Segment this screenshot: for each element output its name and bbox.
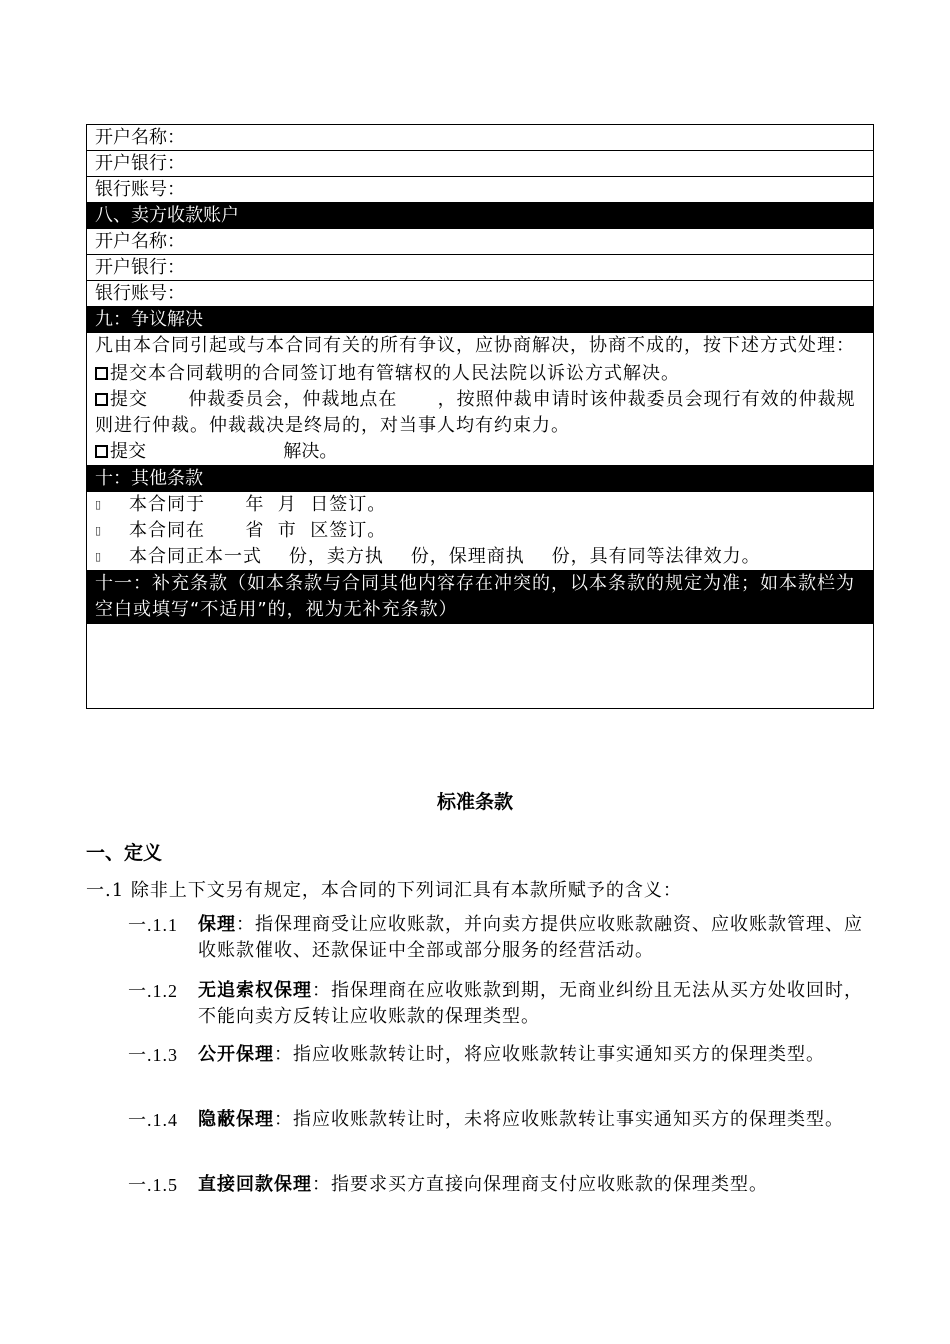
option-court-label: 提交本合同载明的合同签订地有管辖权的人民法院以诉讼方式解决。 <box>110 363 680 384</box>
definition-item <box>128 912 868 964</box>
item-number: 一.1.3 <box>128 1045 178 1065</box>
section-8-header <box>87 203 873 229</box>
list-item <box>95 518 865 544</box>
item-term: 无追索权保理 <box>198 980 312 1001</box>
item-text <box>198 978 868 1030</box>
field-label: 银行账号： <box>95 283 185 304</box>
field-label: 银行账号： <box>95 179 185 200</box>
definitions-intro: 一.1 除非上下文另有规定，本合同的下列词汇具有本款所赋予的含义： <box>86 880 682 901</box>
option-arbitration-checkbox[interactable] <box>95 387 865 439</box>
buyer-account-number-row <box>87 177 873 203</box>
item-number: 一.1.5 <box>128 1175 178 1195</box>
seller-account-number-row <box>87 281 873 307</box>
list-item-text: 本合同正本一式 份，卖方执 份，保理商执 份，具有同等法律效力。 <box>129 546 761 567</box>
item-text <box>198 1107 868 1133</box>
option-arbitration-label: 提交 仲裁委员会，仲裁地点在 ，按照仲裁申请时该仲裁委员会现行有效的仲裁规则进行仲裁。仲裁裁决是终局的，对当事人均有约束力。 <box>95 389 856 436</box>
list-item <box>95 492 865 518</box>
item-text <box>198 912 868 964</box>
bullet-icon: ▯ <box>95 498 103 511</box>
seller-account-name-row <box>87 229 873 255</box>
item-number: 一.1.2 <box>128 981 178 1001</box>
other-terms-cell <box>87 492 873 571</box>
definition-item <box>128 1172 868 1198</box>
option-other-label: 提交 解决。 <box>110 441 338 462</box>
bullet-icon: ▯ <box>95 524 103 537</box>
item-definition: ：指保理商受让应收账款，并向卖方提供应收账款融资、应收账款管理、应收账款催收、还款保证中全部或部分服务的经营活动。 <box>198 914 863 961</box>
seller-account-bank-row <box>87 255 873 281</box>
item-definition: ：指应收账款转让时，未将应收账款转让事实通知买方的保理类型。 <box>274 1109 844 1130</box>
dispute-intro: 凡由本合同引起或与本合同有关的所有争议，应协商解决，协商不成的，按下述方式处理： <box>95 335 855 356</box>
section-1-title: 一、定义 <box>86 842 163 864</box>
contract-table <box>86 124 874 709</box>
definition-item <box>128 1042 868 1068</box>
section-title: 九：争议解决 <box>95 309 203 330</box>
standard-terms-title: 标准条款 <box>436 791 513 813</box>
section-9-header <box>87 307 873 333</box>
section-title: 十：其他条款 <box>95 468 203 489</box>
definition-item <box>128 1107 868 1133</box>
field-label: 开户名称： <box>95 231 185 252</box>
dispute-resolution-cell <box>87 333 873 466</box>
buyer-account-bank-row <box>87 151 873 177</box>
item-definition: ：指要求买方直接向保理商支付应收账款的保理类型。 <box>312 1174 768 1195</box>
list-item <box>95 544 865 570</box>
field-label: 开户银行： <box>95 257 185 278</box>
list-item-text: 本合同于 年 月 日签订。 <box>129 494 387 515</box>
item-number: 一.1.4 <box>128 1110 178 1130</box>
bullet-icon: ▯ <box>95 550 103 563</box>
field-label: 开户名称： <box>95 127 185 148</box>
item-number: 一.1.1 <box>128 915 178 935</box>
item-term: 直接回款保理 <box>198 1174 312 1195</box>
section-title: 八、卖方收款账户 <box>95 205 239 226</box>
item-term: 保理 <box>198 914 236 935</box>
item-definition: ：指应收账款转让时，将应收账款转让事实通知买方的保理类型。 <box>274 1044 825 1065</box>
item-term: 隐蔽保理 <box>198 1109 274 1130</box>
supplementary-terms-input-area[interactable] <box>87 624 873 708</box>
definition-item <box>128 978 868 1030</box>
section-11-header <box>87 571 873 624</box>
item-term: 公开保理 <box>198 1044 274 1065</box>
buyer-account-name-row <box>87 125 873 151</box>
item-definition: ：指保理商在应收账款到期，无商业纠纷且无法从买方处收回时，不能向卖方反转让应收账款的保理类型。 <box>198 980 863 1027</box>
field-label: 开户银行： <box>95 153 185 174</box>
section-10-header <box>87 466 873 492</box>
item-text <box>198 1042 868 1068</box>
option-court-checkbox[interactable] <box>95 361 865 387</box>
option-other-checkbox[interactable] <box>95 439 865 465</box>
list-item-text: 本合同在 省 市 区签订。 <box>129 520 387 541</box>
section-title: 十一：补充条款（如本条款与合同其他内容存在冲突的，以本条款的规定为准；如本款栏为空白或填写“不适用”的，视为无补充条款） <box>95 573 855 620</box>
item-text <box>198 1172 868 1198</box>
